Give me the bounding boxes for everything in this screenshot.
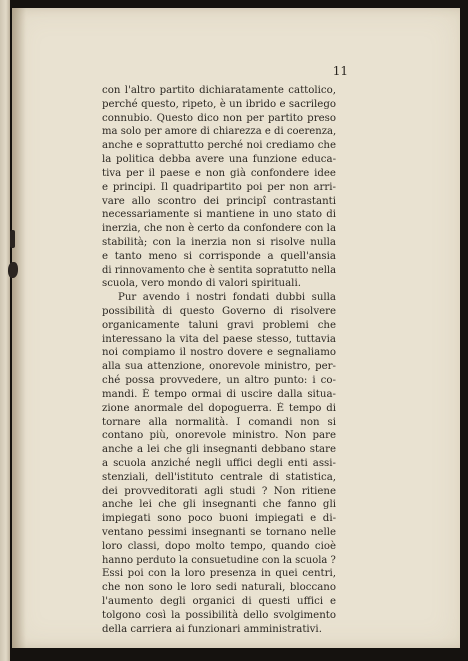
text-line: connubio. Questo dico non per partito preso bbox=[102, 112, 336, 124]
text-line: contano più, onorevole ministro. Non pare bbox=[102, 430, 336, 442]
text-line: vare allo scontro dei principî contrastanti bbox=[102, 195, 336, 207]
gutter-shadow bbox=[12, 8, 26, 648]
text-line: stabilità; con la inerzia non si risolve nulla bbox=[102, 236, 336, 248]
text-line: possibilità di questo Governo di risolvere bbox=[102, 306, 336, 317]
text-line: con l'altro partito dichiaratamente cattolico, bbox=[102, 85, 336, 96]
text-line: zione anormale del dopoguerra. È tempo di bbox=[102, 402, 336, 414]
text-line: anche a lei che gli insegnanti debbano stare bbox=[102, 444, 336, 456]
text-line: stenziali, dell'istituto centrale di statistica, bbox=[102, 471, 336, 483]
body-text bbox=[102, 84, 336, 637]
text-line: Essi poi con la loro presenza in quei centri, bbox=[102, 568, 336, 580]
text-line: mandi. È tempo ormai di uscire dalla situa- bbox=[102, 388, 336, 400]
text-line: alla sua attenzione, onorevole ministro, per- bbox=[102, 361, 336, 373]
text-line: ma solo per amore di chiarezza e di coerenza, bbox=[102, 126, 336, 138]
text-line: e principi. Il quadripartito poi per non arri- bbox=[102, 181, 336, 193]
text-line: che non sono le loro sedi naturali, bloccano bbox=[102, 582, 336, 594]
text-line: noi compiamo il nostro dovere e segnaliamo bbox=[102, 347, 336, 359]
text-line: l'aumento degli organici di questi uffici e bbox=[102, 596, 336, 608]
text-line: a scuola anziché negli uffici degli enti assi- bbox=[102, 457, 336, 469]
text-line: di rinnovamento che è sentita sopratutto nella bbox=[102, 264, 336, 276]
text-line: necessariamente si mantiene in uno stato di bbox=[102, 209, 336, 221]
staple-mark bbox=[10, 230, 15, 248]
text-line: inerzia, che non è certo da confondere con la bbox=[102, 223, 336, 235]
text-line: e tanto meno si corrisponde a quell'ansia bbox=[102, 250, 336, 262]
text-line: interessano la vita del paese stesso, tuttavia bbox=[102, 333, 336, 345]
text-line: scuola, vero mondo di valori spirituali. bbox=[102, 278, 301, 290]
text-line: loro classi, dopo molto tempo, quando cioè bbox=[102, 540, 336, 552]
text-line: tornare alla normalità. I comandi non si bbox=[102, 416, 336, 428]
text-line: tolgono così la possibilità dello svolgimento bbox=[102, 609, 336, 621]
text-line: della carriera ai funzionari amministrativi. bbox=[102, 623, 322, 635]
text-line: tiva per il paese e non già confondere idee bbox=[102, 167, 336, 179]
text-line: dei provveditorati agli studi ? Non ritiene bbox=[102, 485, 336, 497]
adjacent-page-edge bbox=[0, 0, 10, 661]
text-line: impiegati sono poco buoni impiegati e di- bbox=[102, 513, 336, 525]
page-number: 11 bbox=[332, 64, 348, 78]
text-line: ventano pessimi insegnanti se tornano nelle bbox=[102, 527, 336, 538]
text-line: la politica debba avere una funzione educa- bbox=[102, 154, 336, 166]
text-line: organicamente taluni gravi problemi che bbox=[102, 319, 336, 331]
staple-hole bbox=[8, 262, 18, 278]
text-line: anche lei che gli insegnanti che fanno gli bbox=[102, 499, 336, 511]
text-line: Pur avendo i nostri fondati dubbi sulla bbox=[118, 292, 336, 304]
text-line: hanno perduto la consuetudine con la scuola ? bbox=[102, 554, 336, 566]
text-line: perché questo, ripeto, è un ibrido e sacrilego bbox=[102, 98, 336, 110]
text-line: anche e soprattutto perché noi crediamo che bbox=[102, 140, 336, 152]
text-line: ché possa provvedere, un altro punto: i co- bbox=[102, 375, 336, 387]
document-page bbox=[12, 8, 460, 648]
